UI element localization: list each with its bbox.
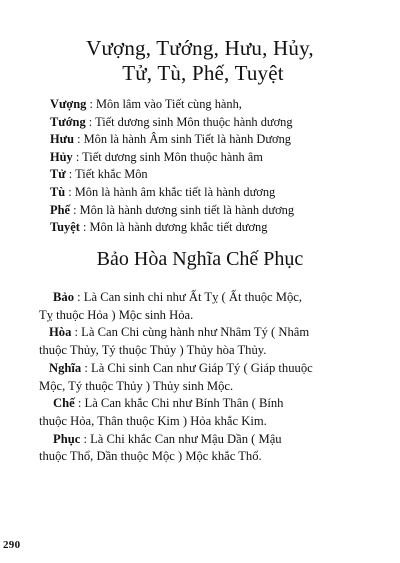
entry-line-2: Tỵ thuộc Hỏa ) Mộc sinh Hỏa. bbox=[39, 307, 194, 322]
definition-item bbox=[50, 219, 370, 237]
entry-paragraph bbox=[39, 431, 359, 466]
entry-line-1 bbox=[39, 324, 359, 342]
entry-text: : Là Can khắc Chi như Bính Thân ( Bính bbox=[74, 396, 284, 411]
entry-line-1 bbox=[39, 431, 359, 449]
entry-line-2: thuộc Thủy, Tý thuộc Thủy ) Thủy hòa Thủy. bbox=[39, 343, 267, 358]
entry-term: Phục bbox=[53, 431, 81, 446]
definition-text: : Môn là hành dương sinh tiết là hành dương bbox=[69, 202, 295, 217]
definition-list bbox=[50, 96, 370, 237]
page-number: 290 bbox=[3, 539, 21, 551]
definition-item bbox=[50, 131, 370, 149]
entry-text: : Là Chi sinh Can như Giáp Tý ( Giáp thuuộc bbox=[81, 360, 313, 375]
entry-line-1 bbox=[39, 395, 359, 413]
entry-line-2: thuộc Hỏa, Thân thuộc Kim ) Hỏa khắc Kim. bbox=[39, 413, 267, 428]
definition-item bbox=[50, 149, 370, 167]
entry-paragraph bbox=[39, 289, 359, 324]
entry-line-1 bbox=[39, 360, 359, 378]
definition-term: Hưu bbox=[50, 132, 74, 147]
entry-term: Chế bbox=[53, 396, 75, 411]
definition-item bbox=[50, 114, 370, 132]
definition-item bbox=[50, 202, 370, 220]
definition-term: Tuyệt bbox=[50, 220, 80, 235]
definition-item bbox=[50, 166, 370, 184]
entry-line-2: thuộc Thổ, Dần thuộc Mộc ) Mộc khắc Thổ. bbox=[39, 449, 262, 464]
definition-term: Phế bbox=[50, 202, 70, 217]
definition-text: : Môn lâm vào Tiết cùng hành, bbox=[86, 97, 242, 111]
chapter-heading bbox=[0, 36, 400, 86]
definition-text: : Tiết dương sinh Môn thuộc hành âm bbox=[72, 149, 263, 164]
entry-paragraph bbox=[39, 360, 359, 395]
section-title: Bảo Hòa Nghĩa Chế Phục bbox=[96, 248, 304, 270]
entry-paragraph bbox=[39, 395, 359, 430]
chapter-heading-line-1: Vượng, Tướng, Hưu, Hủy, bbox=[86, 36, 314, 60]
definition-term: Tù bbox=[50, 184, 66, 199]
definition-item bbox=[50, 96, 370, 114]
entry-line-1 bbox=[39, 289, 359, 307]
entry-line-2: Mộc, Tý thuộc Thủy ) Thủy sinh Mộc. bbox=[39, 378, 234, 393]
entry-text: : Là Can sinh chi như Ất Tỵ ( Ất thuộc Mộc, bbox=[74, 290, 303, 304]
chapter-heading-line-2: Tử, Tù, Phế, Tuyệt bbox=[122, 61, 284, 85]
entry-term: Nghĩa bbox=[49, 360, 82, 375]
definition-text: : Tiết dương sinh Môn thuộc hành dương bbox=[85, 114, 293, 129]
entry-list bbox=[39, 289, 359, 466]
entry-term: Hòa bbox=[49, 325, 72, 340]
entry-text: : Là Can Chi cùng hành như Nhâm Tý ( Nhâm bbox=[71, 325, 310, 340]
entry-term: Bảo bbox=[53, 290, 74, 304]
definition-text: : Môn là hành âm khắc tiết là hành dương bbox=[65, 184, 276, 199]
definition-text: : Môn là hành dương khắc tiết dương bbox=[79, 220, 268, 235]
definition-term: Vượng bbox=[50, 97, 87, 111]
definition-item bbox=[50, 184, 370, 202]
definition-term: Tử bbox=[50, 167, 66, 182]
definition-text: : Môn là hành Âm sinh Tiết là hành Dương bbox=[73, 132, 291, 147]
definition-term: Hủy bbox=[50, 149, 73, 164]
entry-text: : Là Chi khắc Can như Mậu Dần ( Mậu bbox=[80, 431, 282, 446]
definition-text: : Tiết khắc Môn bbox=[65, 167, 148, 182]
entry-paragraph bbox=[39, 324, 359, 359]
definition-term: Tướng bbox=[50, 114, 86, 129]
